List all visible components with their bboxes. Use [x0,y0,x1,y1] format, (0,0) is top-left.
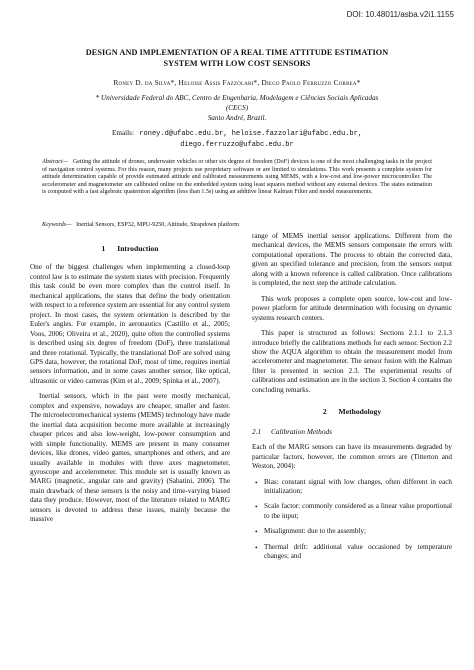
subsection-2-1-number: 2.1 [252,426,262,436]
section-1-number: 1 [101,244,106,253]
subsection-2-1-title: Calibration Methods [270,426,332,436]
affiliation-line-2: (CECS) [225,104,249,112]
paper-title [22,47,452,69]
affiliation-line-3: Santo André, Brazil. [207,114,267,122]
list-item: • Thermal drift: additional value occasioned by temperature changes; and [264,543,452,562]
abstract-label: Abstract— [42,159,69,165]
list-item: • Scale factor: commonly considered as a linear value proportional to the input; [264,502,452,521]
keywords-text: Inertial Sensors, ESP32, MPU-9250, Attitude, Strapdown platform [76,222,239,228]
methodology-paragraph-1: Each of the MARG sensors can have its measurements degraded by particular factors, however, the common errors are (Titterton and Weston, 2004): [252,443,452,471]
right-column [252,232,452,568]
emails-line-1 [22,128,452,139]
intro-paragraph-5: This paper is structured as follows: Sections 2.1.1 to 2.1.3 introduce briefly the calibrations methods for each sensor. Section 2.2 show the AQUA algorithm to obtain the measurement model from accelerometer and magnetometer. The sensor fusion with the Kalman filter is presented in section 2.3. The experimental results of calibrations and estimation are in the section 3. Section 4 contains the concluding remarks. [252,329,452,394]
list-item: • Bias: constant signal with low changes, often different in each initialization; [264,478,452,497]
list-item: • Misalignment: due to the assembly; [264,527,452,536]
keywords-label: Keywords— [42,222,72,228]
emails [22,128,452,150]
section-1-heading [30,244,230,253]
subsection-2-1-heading [252,427,452,436]
emails-label: Emails: [112,129,134,137]
email-links-2[interactable]: diego.ferruzzo@ufabc.edu.br [180,141,294,149]
keywords [42,222,432,230]
abstract-text: Getting the attitude of drones, underwater vehicles or other six degree of freedom (DoF) devices is one of the most challenging tasks in the project of navigation control systems. For this reason, many projects use proprietary software or are limited to simulations. This work presents a complete system for attitude determination capable of provide estimated attitude and calibrated measurements using MEMS, with a low-cost and low-power microcontroller. The accelerometer and magnetometer are calibrated online on the embedded system using least squares method without any external devices. The states estimation is computed with a fast algebraic quaternion algorithm (less than 1.5s) using an additive linear Kalman Filter and model measurements. [42,159,432,196]
emails-line-2 [22,139,452,150]
affiliation-line-1: * Universidade Federal do ABC, Centro de Engenharia, Modelagem e Ciências Sociais Aplicadas [95,94,379,102]
title-line-2: SYSTEM WITH LOW COST SENSORS [163,59,311,68]
error-list [252,478,452,562]
title-line-1: DESIGN AND IMPLEMENTATION OF A REAL TIME ATTITUDE ESTIMATION [85,48,389,57]
abstract [42,159,432,197]
intro-paragraph-3: range of MEMS inertial sensor applications. Different from the mechanical devices, the MEMS sensors compensate the errors with computational operations. The process to obtain the corrected data, given an specified tolerance and precision, from the sensors output along with a known reference is called calibration. Once calibrations is completed, the next step the attitude calculation. [252,232,452,288]
section-1-title: Introduction [117,244,159,253]
intro-paragraph-4: This work proposes a complete open source, low-cost and low-power platform for attitude determination with focusing on dynamic systems research centers. [252,294,452,322]
affiliation [22,93,452,123]
left-column [30,232,230,525]
section-2-number: 2 [322,407,327,417]
section-2-heading [252,407,452,416]
section-2-title: Methodology [338,407,382,417]
intro-paragraph-2: Inertial sensors, which in the past were mostly mechanical, complex and expensive, nowadays are cheaper, smaller and faster. The microelectromechanical systems (MEMS) technology have made the inertial data acquisition become more available at increasingly cheaper prices and also low-weight, low-power consumption and with simple functionality. MEMS are present in many consumer devices, like drones, video games, smartphones and others, and are usually available in modules with three axes magnetometer, gyroscope and accelerometer. This module set is usually known as MARG (magnetic, angular rate and gravity) (Sabatini, 2006). The main drawback of these sensors is the noisy and time-varying biased data they produce. However, most of the literature related to MARG sensors is devoted to address these issues, mainly because the massive [30,392,230,524]
doi-label[interactable]: DOI: 10.48011/asba.v2i1.1155 [346,10,454,19]
authors: Roney D. da Silva*, Heloise Assis Fazzolari*, Diego Paolo Ferruzzo Correa* [113,78,361,87]
email-links-1[interactable]: roney.d@ufabc.edu.br, heloise.fazzolari@ufabc.edu.br, [139,130,362,138]
intro-paragraph-1: One of the biggest challenges when implementing a closed-loop control law is to estimate the system states with precision. Frequently this task could be even more complex than the control itself. In mechanical applications, the states that define the body orientation with respect to a reference system are essential for any control system project. In most cases, the system orientation is described by the Euler's angles. For example, in aeronautics (Castillo et al., 2005; Voos, 2006; Oliveira et al., 2020), quite often the controlled systems is described using six degree of freedom (DoF), three translational and three rotational. Typically, the translational DoF are solved using GPS data, however, the rotational DoF, most of time, requires inertial sensors information, and in some cases another sensor, like optical, ultrasonic or video cameras (Kim et al., 2009; Spinka et al., 2007). [30,263,230,385]
